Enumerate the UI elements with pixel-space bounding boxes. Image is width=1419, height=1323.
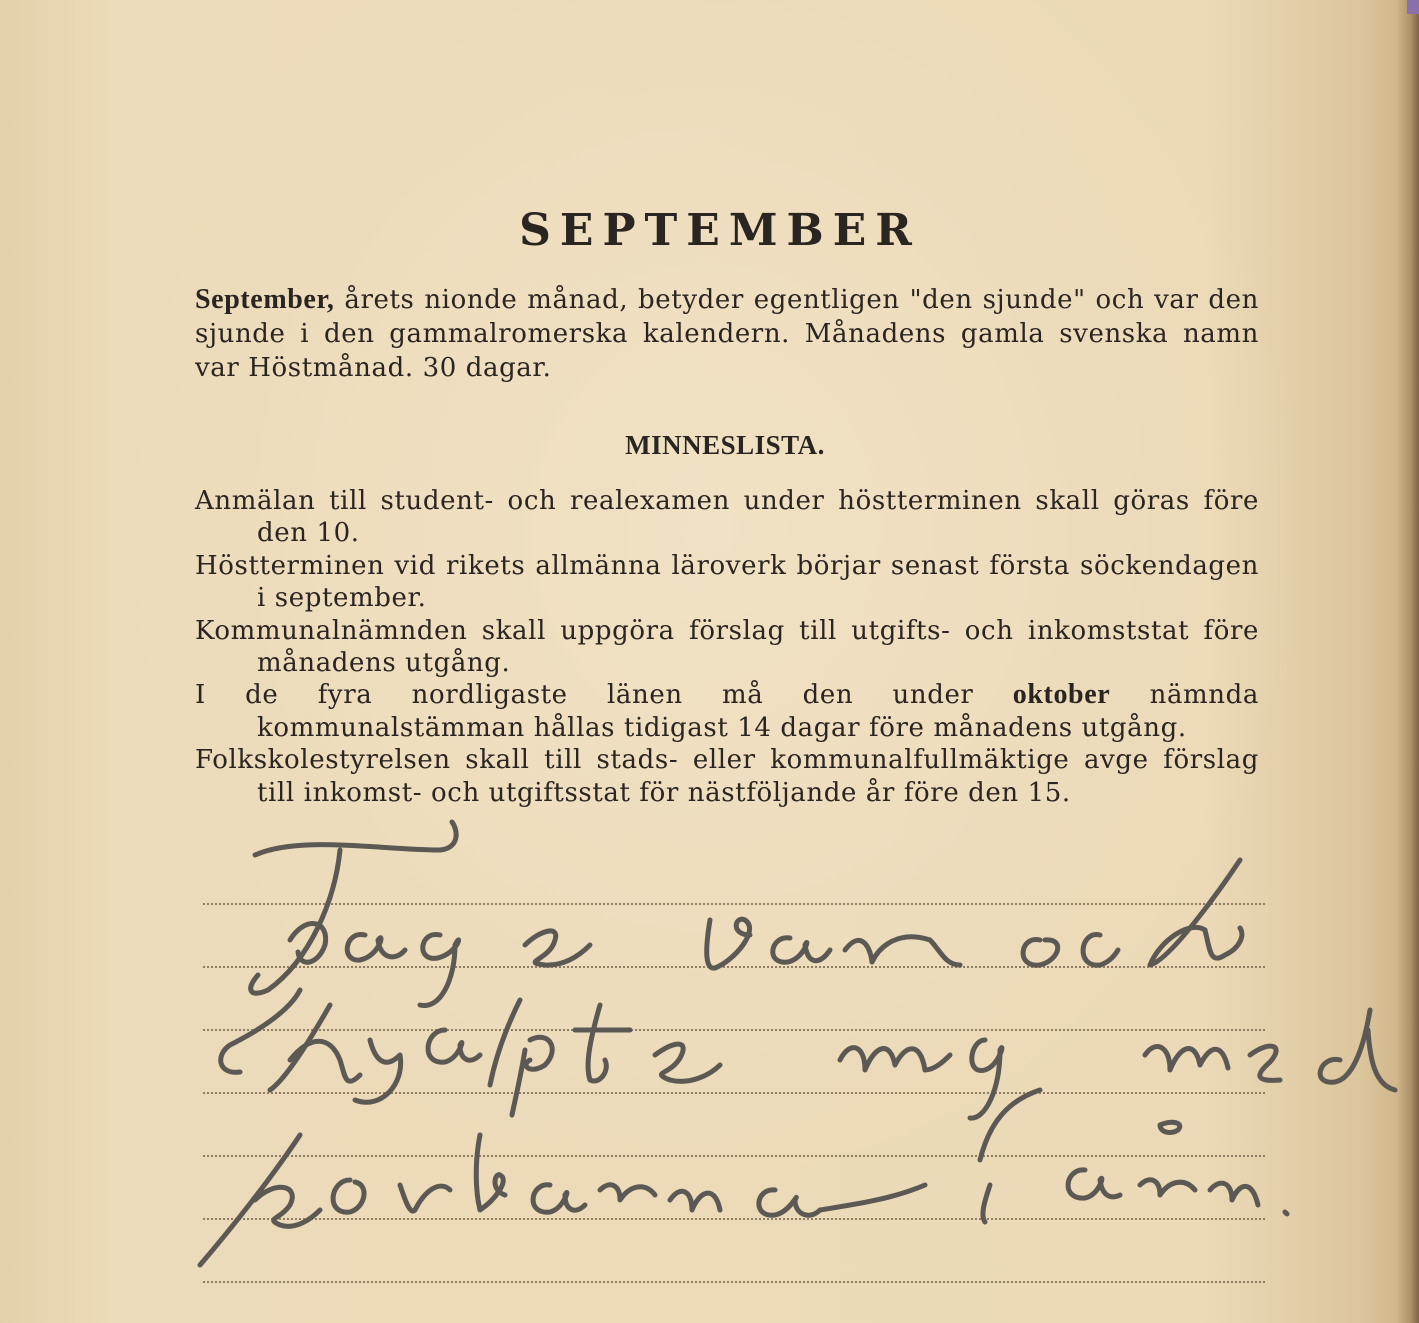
handwriting-line-1 (251, 822, 1242, 1006)
memo-item: I de fyra nordligaste länen må den under oktober nämnda kommunalstämman hållas tidigast 14 dagar före månadens utgång. (195, 679, 1259, 743)
handwriting-line-2 (221, 990, 1395, 1118)
memo-item: Kommunalnämnden skall uppgöra förslag till utgifts- och inkomststat före månadens utgång. (195, 615, 1259, 679)
description-lead: September, (195, 284, 335, 315)
month-title: SEPTEMBER (519, 205, 921, 256)
memo-heading: MINNESLISTA. (625, 430, 825, 460)
handwriting-line-3 (200, 1090, 1287, 1265)
memo-item: Folkskolestyrelsen skall till stads- eller kommunalfullmäktige avge förslag till inkomst- och utgiftsstat för nästföljande år före den 15. (195, 745, 1259, 808)
memo-item: Höstterminen vid rikets allmänna läroverk börjar senast första söckendagen i september. (195, 550, 1259, 614)
description-text: årets nionde månad, betyder egentligen "den sjunde" och var den sjunde i den gammalromerska kalendern. Månadens gamla svenska namn var Höstmånad. 30 dagar. (195, 285, 1259, 383)
memo-item: Anmälan till student- och realexamen under höstterminen skall göras före den 10. (195, 486, 1259, 549)
